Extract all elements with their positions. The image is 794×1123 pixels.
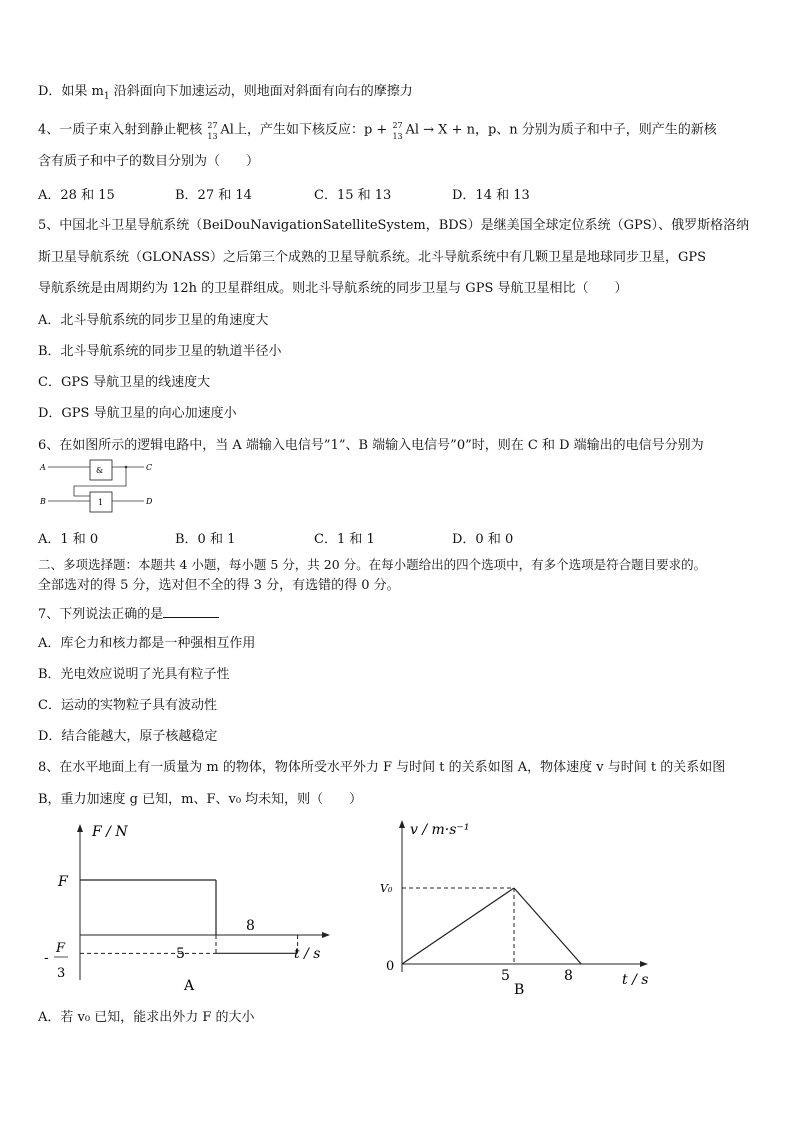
terminal-a-label: A	[40, 463, 46, 472]
section-2-rules: 全部选对的得 5 分，选对但不全的得 3 分，有选错的得 0 分。	[38, 578, 400, 593]
al-nuclide-2: 27 13	[392, 121, 403, 141]
q6-option-d[interactable]: D．0 和 0	[452, 532, 514, 547]
q3-option-d: D．如果 $m_1$ 沿斜面向下加速运动，则地面对斜面有向右的摩擦力	[38, 84, 413, 102]
section-2-heading: 二、多项选择题：本题共 4 小题，每小题 5 分，共 20 分。在每小题给出的四个选项中，有多个选项是符合题目要求的。	[38, 557, 707, 572]
graph-b-xlabel: t / s	[622, 972, 649, 988]
q4-option-d[interactable]: D．14 和 13	[452, 188, 530, 203]
q8-stem-line2: B，重力加速度 g 已知，m、F、v₀ 均未知，则（ ）	[38, 792, 363, 807]
graph-a-ytick-num: F	[56, 941, 66, 956]
graph-a-xtick-8: 8	[246, 918, 255, 934]
graph-b-origin: 0	[386, 959, 395, 974]
graph-b-xtick-5: 5	[501, 968, 510, 984]
q5-stem-line1: 5、中国北斗卫星导航系统（BeiDouNavigationSatelliteSystem，BDS）是继美国全球定位系统（GPS）、俄罗斯格洛纳	[38, 218, 750, 233]
q5-option-d[interactable]: D．GPS 导航卫星的向心加速度小	[38, 406, 237, 421]
q5-stem-line3: 导航系统是由周期约为 12h 的卫星群组成。则北斗导航系统的同步卫星与 GPS 导航卫星相比（ ）	[38, 281, 628, 296]
q4-option-a[interactable]: A．28 和 15	[38, 188, 115, 203]
q5-option-a[interactable]: A．北斗导航系统的同步卫星的角速度大	[38, 313, 269, 328]
graph-b-ylabel: v / m·s⁻¹	[410, 822, 470, 838]
or-gate-symbol: 1	[98, 498, 104, 507]
graph-a-ytick-den: 3	[57, 966, 66, 981]
q8-option-a[interactable]: A．若 v₀ 已知，能求出外力 F 的大小	[38, 1010, 255, 1025]
graph-b-title: B	[514, 982, 525, 998]
graph-a-title: A	[184, 978, 195, 994]
graph-a-xtick-5: 5	[176, 946, 185, 962]
velocity-segment-2	[514, 888, 581, 964]
and-gate-symbol: &	[96, 466, 104, 475]
q5-option-b[interactable]: B．北斗导航系统的同步卫星的轨道半径小	[38, 344, 282, 359]
y-axis-arrow-a	[77, 824, 83, 832]
q7-option-b[interactable]: B．光电效应说明了光具有粒子性	[38, 667, 230, 682]
logic-circuit-diagram	[38, 458, 156, 524]
graph-a-xlabel: t / s	[294, 946, 321, 962]
q4-option-c[interactable]: C．15 和 13	[314, 188, 392, 203]
q4-stem-line1: 4、一质子束入射到静止靶核 27 13 Al上，产生如下核反应：p + 27 13 Al → X + n，p、n 分别为质子和中子，则产生的新核	[38, 121, 717, 141]
q8-stem-line1: 8、在水平地面上有一质量为 m 的物体，物体所受水平外力 F 与时间 t 的关系如图 A，物体速度 v 与时间 t 的关系如图	[38, 760, 726, 775]
terminal-d-label: D	[146, 497, 153, 506]
q5-stem-line2: 斯卫星导航系统（GLONASS）之后第三个成熟的卫星导航系统。北斗导航系统中有几颗卫星是地球同步卫星，GPS	[38, 250, 707, 265]
x-axis-arrow-a	[322, 932, 330, 938]
graph-b-velocity-time	[366, 812, 666, 1002]
q6-option-b[interactable]: B．0 和 1	[175, 532, 236, 547]
q7-option-d[interactable]: D．结合能越大，原子核越稳定	[38, 729, 218, 744]
q6-option-a[interactable]: A．1 和 0	[38, 532, 99, 547]
graph-b-ytick-v0: V₀	[380, 882, 393, 895]
graph-a-ytick-minus: -	[44, 950, 49, 966]
q5-option-c[interactable]: C．GPS 导航卫星的线速度大	[38, 375, 211, 390]
q7-option-c[interactable]: C．运动的实物粒子具有波动性	[38, 698, 217, 713]
q6-stem: 6、在如图所示的逻辑电路中，当 A 端输入电信号”1”、B 端输入电信号”0”时，则在 C 和 D 端输出的电信号分别为	[38, 438, 704, 453]
graph-b-xtick-8: 8	[564, 968, 573, 984]
graph-a-force-time	[36, 820, 336, 1000]
graph-a-ylabel: F / N	[92, 824, 128, 840]
q7-stem: 7、下列说法正确的是	[38, 605, 219, 623]
velocity-segment-1	[402, 888, 514, 964]
x-axis-arrow-b	[640, 961, 648, 967]
terminal-b-label: B	[40, 497, 46, 506]
q4-option-b[interactable]: B．27 和 14	[175, 188, 252, 203]
graph-a-ytick-f: F	[58, 874, 68, 890]
q4-stem-line2: 含有质子和中子的数目分别为（ ）	[38, 154, 260, 169]
q6-option-c[interactable]: C．1 和 1	[314, 532, 375, 547]
al-nuclide: 27 13	[207, 121, 218, 141]
y-axis-arrow-b	[399, 820, 405, 828]
answer-blank[interactable]	[163, 605, 219, 618]
terminal-c-label: C	[146, 463, 153, 472]
q7-option-a[interactable]: A．库仑力和核力都是一种强相互作用	[38, 636, 256, 651]
